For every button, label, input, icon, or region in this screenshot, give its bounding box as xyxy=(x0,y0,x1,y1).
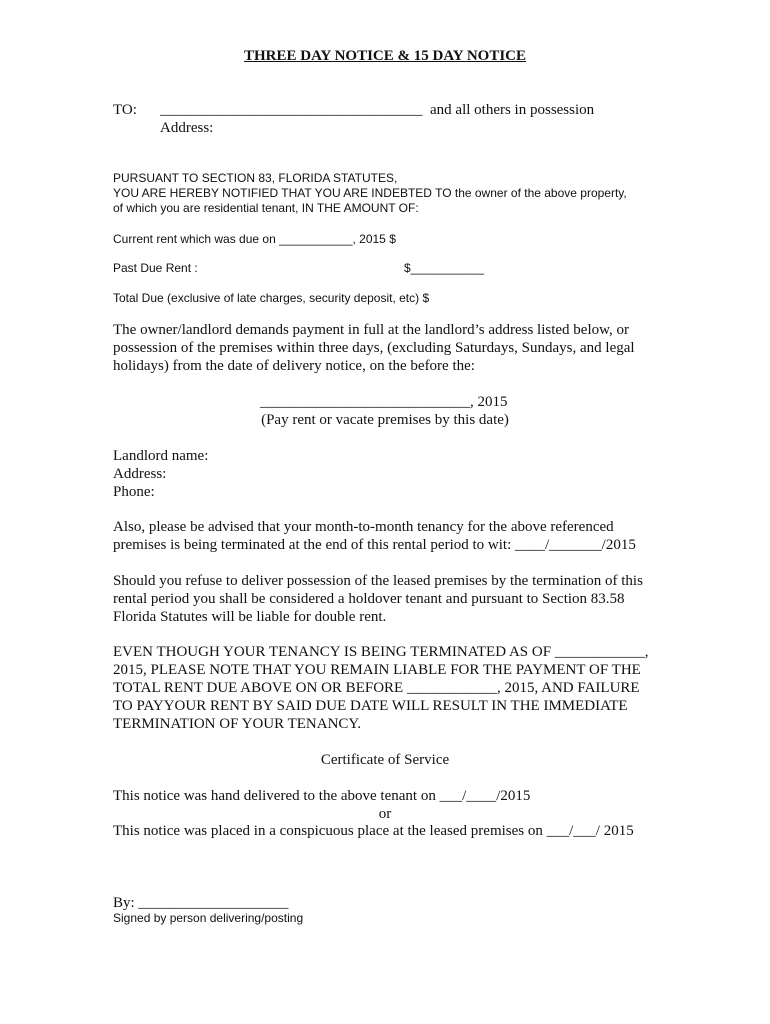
statute-line-1: PURSUANT TO SECTION 83, FLORIDA STATUTES, xyxy=(113,171,398,185)
warning-line-2: 2015, PLEASE NOTE THAT YOU REMAIN LIABLE FOR THE PAYMENT OF THE xyxy=(113,662,641,678)
past-due-value: $___________ xyxy=(404,261,485,275)
holdover-line-3: Florida Statutes will be liable for double rent. xyxy=(113,609,387,625)
holdover-line-2: rental period you shall be considered a holdover tenant and pursuant to Section 83.58 xyxy=(113,591,625,607)
warning-line-5: TERMINATION OF YOUR TENANCY. xyxy=(113,716,362,732)
certificate-heading: Certificate of Service xyxy=(320,752,450,768)
demand-line-2: possession of the premises within three days, (excluding Saturdays, Sundays, and legal xyxy=(113,340,635,356)
tenant-name-blank: ___________________________________ xyxy=(160,102,423,118)
warning-line-4: TO PAYYOUR RENT BY SAID DUE DATE WILL RESULT IN THE IMMEDIATE xyxy=(113,698,628,714)
landlord-phone-label: Phone: xyxy=(113,484,155,500)
landlord-name-label: Landlord name: xyxy=(113,448,209,464)
to-label: TO: xyxy=(113,102,137,118)
total-due-line: Total Due (exclusive of late charges, security deposit, etc) $ xyxy=(113,291,430,305)
hand-delivered-line: This notice was hand delivered to the above tenant on ___/____/2015 xyxy=(113,788,531,804)
or-separator: or xyxy=(378,806,392,822)
termination-line-1: Also, please be advised that your month-to-month tenancy for the above referenced xyxy=(113,519,614,535)
holdover-line-1: Should you refuse to deliver possession of the leased premises by the termination of this xyxy=(113,573,643,589)
deadline-caption: (Pay rent or vacate premises by this date) xyxy=(261,412,509,428)
warning-line-3: TOTAL RENT DUE ABOVE ON OR BEFORE ____________, 2015, AND FAILURE xyxy=(113,680,640,696)
signature-by-line: By: ____________________ xyxy=(113,895,289,911)
signature-caption: Signed by person delivering/posting xyxy=(113,911,304,925)
termination-line-2: premises is being terminated at the end of this rental period to wit: ____/_______/2015 xyxy=(113,537,636,553)
warning-line-1: EVEN THOUGH YOUR TENANCY IS BEING TERMINATED AS OF ____________, xyxy=(113,644,649,660)
demand-line-3: holidays) from the date of delivery notice, on the before the: xyxy=(113,358,475,374)
notice-title: THREE DAY NOTICE & 15 DAY NOTICE xyxy=(244,48,526,64)
deadline-date-line: ____________________________, 2015 xyxy=(260,394,508,410)
possession-text: and all others in possession xyxy=(430,102,595,118)
landlord-address-label: Address: xyxy=(113,466,167,482)
current-rent-line: Current rent which was due on ___________, 2015 $ xyxy=(113,232,396,246)
statute-line-2: YOU ARE HEREBY NOTIFIED THAT YOU ARE INDEBTED TO the owner of the above property, xyxy=(113,186,627,200)
past-due-label: Past Due Rent : xyxy=(113,261,198,275)
tenant-address-label: Address: xyxy=(160,120,214,136)
statute-line-3: of which you are residential tenant, IN THE AMOUNT OF: xyxy=(113,201,419,215)
demand-line-1: The owner/landlord demands payment in full at the landlord’s address listed below, or xyxy=(113,322,629,338)
posted-line: This notice was placed in a conspicuous place at the leased premises on ___/___/ 2015 xyxy=(113,823,634,839)
